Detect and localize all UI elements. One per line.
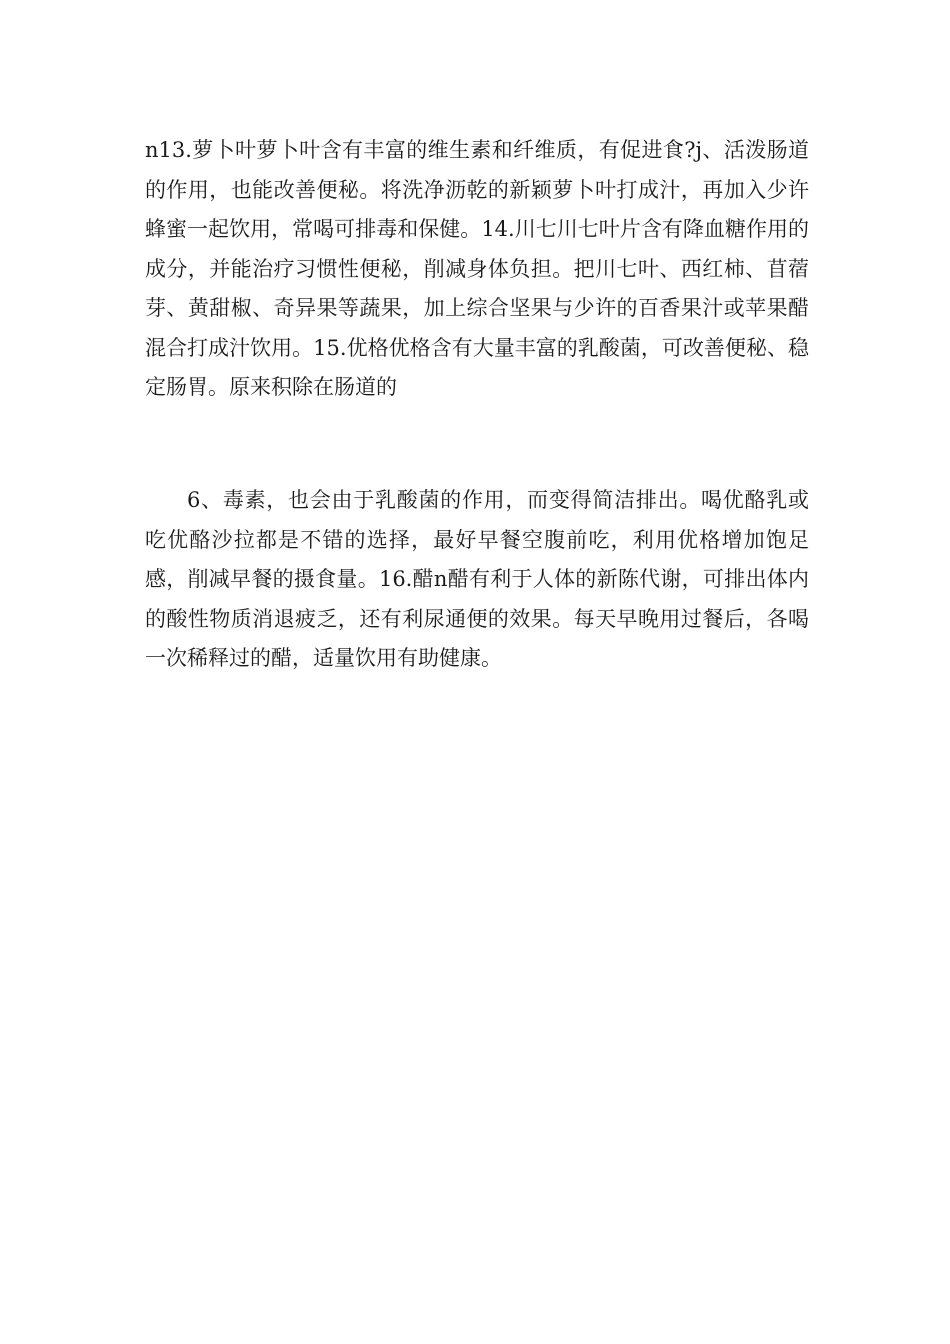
paragraph-2: 6、毒素，也会由于乳酸菌的作用，而变得简洁排出。喝优酪乳或吃优酪沙拉都是不错的选择，最好早餐空腹前吃，利用优格增加饱足感，削减早餐的摄食量。16.醋n醋有利于人体的新陈代谢，可排出体内的酸性物质消退疲乏，还有利尿通便的效果。每天早晚用过餐后，各喝一次稀释过的醋，适量饮用有助健康。 [145,488,809,670]
paragraph-1: n13.萝卜叶萝卜叶含有丰富的维生素和纤维质，有促进食?j、活泼肠道的作用，也能改善便秘。将洗净沥乾的新颖萝卜叶打成汁，再加入少许蜂蜜一起饮用，常喝可排毒和保健。14.川七川七叶片含有降血糖作用的成分，并能治疗习惯性便秘，削减身体负担。把川七叶、西红柿、苜蓿芽、黄甜椒、奇异果等蔬果，加上综合坚果与少许的百香果汁或苹果醋混合打成汁饮用。15.优格优格含有大量丰富的乳酸菌，可改善便秘、稳定肠胃。原来积除在肠道的 [145,138,809,399]
